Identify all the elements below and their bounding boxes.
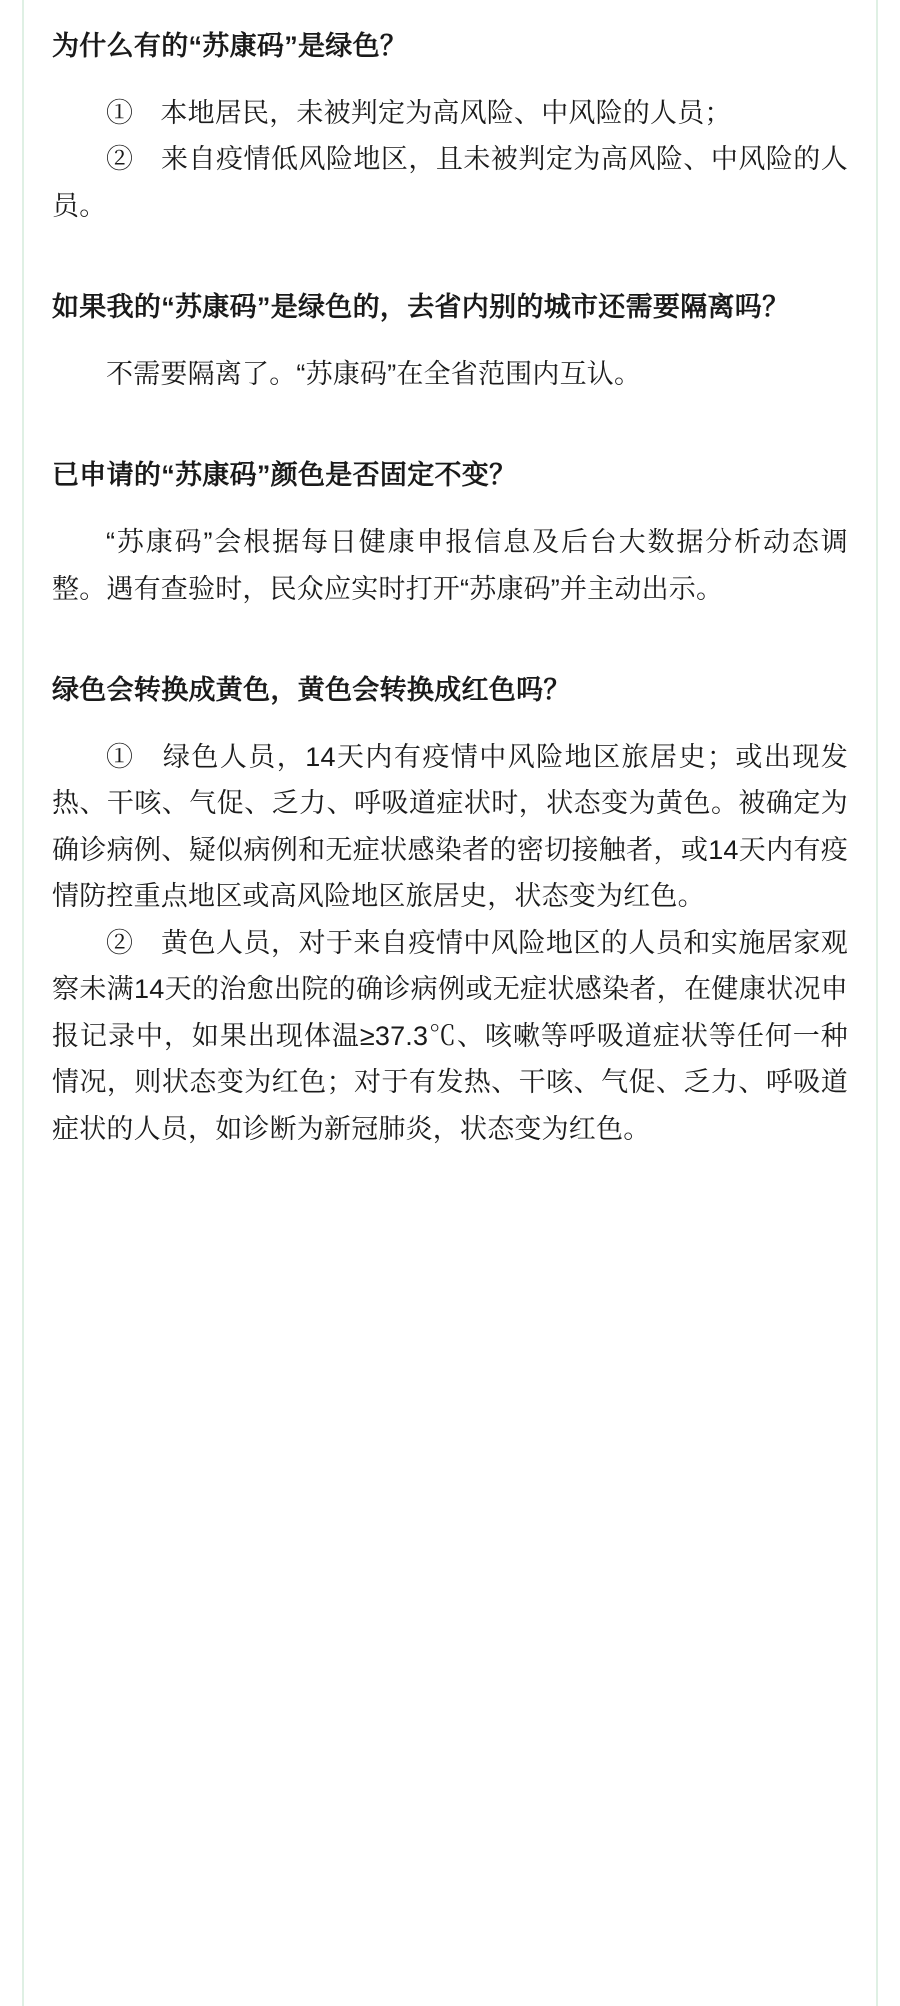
- answer-paragraph: ① 绿色人员，14天内有疫情中风险地区旅居史；或出现发热、干咳、气促、乏力、呼吸道症状时，状态变为黄色。被确定为确诊病例、疑似病例和无症状感染者的密切接触者，或14天内有疫情防控重点地区或高风险地区旅居史，状态变为红色。: [52, 742, 848, 912]
- question-heading: 已申请的“苏康码”颜色是否固定不变？: [52, 460, 517, 491]
- qa-block: [52, 0, 848, 229]
- qa-block: [52, 455, 848, 612]
- answer-paragraph: 不需要隔离了。“苏康码”在全省范围内互认。: [106, 359, 642, 389]
- answer-paragraph: ① 本地居民，未被判定为高风险、中风险的人员；: [106, 97, 732, 128]
- right-margin-rule: [876, 0, 878, 2006]
- question-heading: 如果我的“苏康码”是绿色的，去省内别的城市还需要隔离吗？: [52, 292, 790, 323]
- answer-paragraph: ② 黄色人员，对于来自疫情中风险地区的人员和实施居家观察未满14天的治愈出院的确诊病例或无症状感染者，在健康状况申报记录中，如果出现体温≥37.3℃、咳嗽等呼吸道症状等任何一种情况，则状态变为红色；对于有发热、干咳、气促、乏力、呼吸道症状的人员，如诊断为新冠肺炎，状态变为红色。: [52, 927, 848, 1144]
- question-heading: 绿色会转换成黄色，黄色会转换成红色吗？: [52, 675, 571, 706]
- qa-block: [52, 287, 848, 397]
- answer-paragraph: “苏康码”会根据每日健康申报信息及后台大数据分析动态调整。遇有查验时，民众应实时打开“苏康码”并主动出示。: [52, 527, 848, 604]
- document-content: [40, 0, 860, 1152]
- answer-paragraph: ② 来自疫情低风险地区，且未被判定为高风险、中风险的人员。: [52, 144, 848, 221]
- question-heading: 为什么有的“苏康码”是绿色？: [52, 31, 408, 61]
- qa-block: [52, 670, 848, 1152]
- left-margin-rule: [22, 0, 24, 2006]
